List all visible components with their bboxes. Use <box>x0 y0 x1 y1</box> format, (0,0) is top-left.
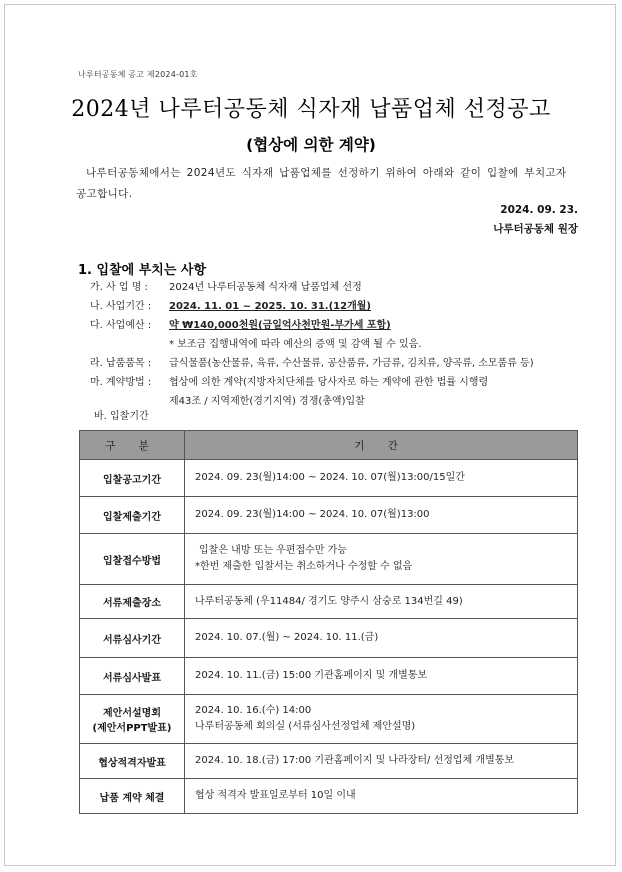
item-label: 나. 사업기간 : <box>90 301 152 312</box>
item-value: * 보조금 집행내역에 따라 예산의 증액 및 감액 될 수 있음. <box>169 339 422 350</box>
row-category <box>80 585 185 619</box>
category-text: 납품 계약 체결 <box>99 792 165 804</box>
row-period <box>185 779 578 814</box>
table-row <box>80 619 578 658</box>
row-category <box>80 658 185 695</box>
document-subtitle: (협상에 의한 계약) <box>246 136 376 154</box>
header-period: 기 간 <box>185 431 578 460</box>
item-value: 2024. 11. 01 ~ 2025. 10. 31.(12개월) <box>169 301 371 312</box>
schedule-table <box>79 430 578 814</box>
period-text: 나루터공동체 회의실 (서류심사선정업체 제안설명) <box>195 721 416 732</box>
row-category <box>80 695 185 744</box>
row-category <box>80 497 185 534</box>
category-text: 제안서설명회 <box>103 708 161 719</box>
item-value: 협상에 의한 계약(지방자치단체를 당사자로 하는 계약에 관한 법률 시행령 <box>169 377 489 388</box>
period-text: 2024. 09. 23(월)14:00 ~ 2024. 10. 07(월)13:00/15일간 <box>195 472 465 483</box>
row-period <box>185 460 578 497</box>
table-row <box>80 779 578 814</box>
bid-period-label: 바. 입찰기간 <box>94 411 149 422</box>
item-value: 제43조 / 지역제한(경기지역) 경쟁(총액)입찰 <box>169 396 365 407</box>
table-row <box>80 695 578 744</box>
table-row <box>80 460 578 497</box>
row-period <box>185 658 578 695</box>
category-text: 서류제출장소 <box>103 598 161 609</box>
row-period <box>185 695 578 744</box>
row-period <box>185 497 578 534</box>
item-label: 마. 계약방법 : <box>90 377 152 388</box>
item-value: 약 ₩140,000천원(금일억사천만원-부가세 포함) <box>169 320 391 331</box>
period-text: 입찰은 내방 또는 우편접수만 가능 <box>199 545 347 556</box>
period-text: 2024. 10. 11.(금) 15:00 기관홈페이지 및 개별통보 <box>195 670 428 681</box>
document-title: 2024년 나루터공동체 식자재 납품업체 선정공고 <box>71 97 551 122</box>
section-heading: 1. 입찰에 부치는 사항 <box>78 263 207 278</box>
header-category: 구 분 <box>80 431 185 460</box>
table-row <box>80 534 578 585</box>
row-category <box>80 779 185 814</box>
issuer: 나루터공동체 원장 <box>493 223 578 235</box>
table-row <box>80 585 578 619</box>
row-period <box>185 585 578 619</box>
document-number: 나루터공동체 공고 제2024-01호 <box>78 70 198 79</box>
item-label: 라. 납품품목 : <box>90 358 152 369</box>
period-text: 협상 적격자 발표일로부터 10일 이내 <box>195 790 356 801</box>
row-category <box>80 534 185 585</box>
table-row <box>80 497 578 534</box>
category-text: 입찰제출기간 <box>103 511 161 523</box>
row-period <box>185 534 578 585</box>
item-label: 다. 사업예산 : <box>90 320 152 331</box>
table-row <box>80 658 578 695</box>
category-text: 협상적격자발표 <box>98 757 166 769</box>
category-text: (제안서PPT발표) <box>92 723 172 734</box>
announcement-date: 2024. 09. 23. <box>500 204 578 216</box>
intro-paragraph: 나루터공동체에서는 2024년도 식자재 납품업체를 선정하기 위하여 아래와 같이 입찰에 부치고자 공고합니다. <box>76 167 567 200</box>
row-period <box>185 619 578 658</box>
table-header-row <box>80 431 578 460</box>
period-text: *한번 제출한 입찰서는 취소하거나 수정할 수 없음 <box>195 561 413 572</box>
category-text: 서류심사발표 <box>103 672 161 684</box>
row-category <box>80 744 185 779</box>
category-text: 입찰접수방법 <box>103 555 161 567</box>
item-value: 급식물품(농산물류, 육류, 수산물류, 공산품류, 가금류, 김치류, 양곡류, 소모품류 등) <box>169 358 534 369</box>
period-text: 2024. 10. 07.(월) ~ 2024. 10. 11.(금) <box>195 632 379 643</box>
category-text: 입찰공고기간 <box>103 474 161 486</box>
row-category <box>80 460 185 497</box>
row-category <box>80 619 185 658</box>
period-text: 2024. 09. 23(월)14:00 ~ 2024. 10. 07(월)13:00 <box>195 509 430 520</box>
category-text: 서류심사기간 <box>103 634 161 646</box>
item-value: 2024년 나루터공동체 식자재 납품업체 선정 <box>169 282 362 293</box>
item-label: 가. 사 업 명 : <box>90 282 148 293</box>
table-row <box>80 744 578 779</box>
row-period <box>185 744 578 779</box>
period-text: 2024. 10. 18.(금) 17:00 기관홈페이지 및 나라장터/ 선정업체 개별통보 <box>195 755 515 766</box>
period-text: 2024. 10. 16.(수) 14:00 <box>195 705 312 716</box>
period-text: 나루터공동체 (우11484/ 경기도 양주시 삼숭로 134번길 49) <box>195 595 463 607</box>
